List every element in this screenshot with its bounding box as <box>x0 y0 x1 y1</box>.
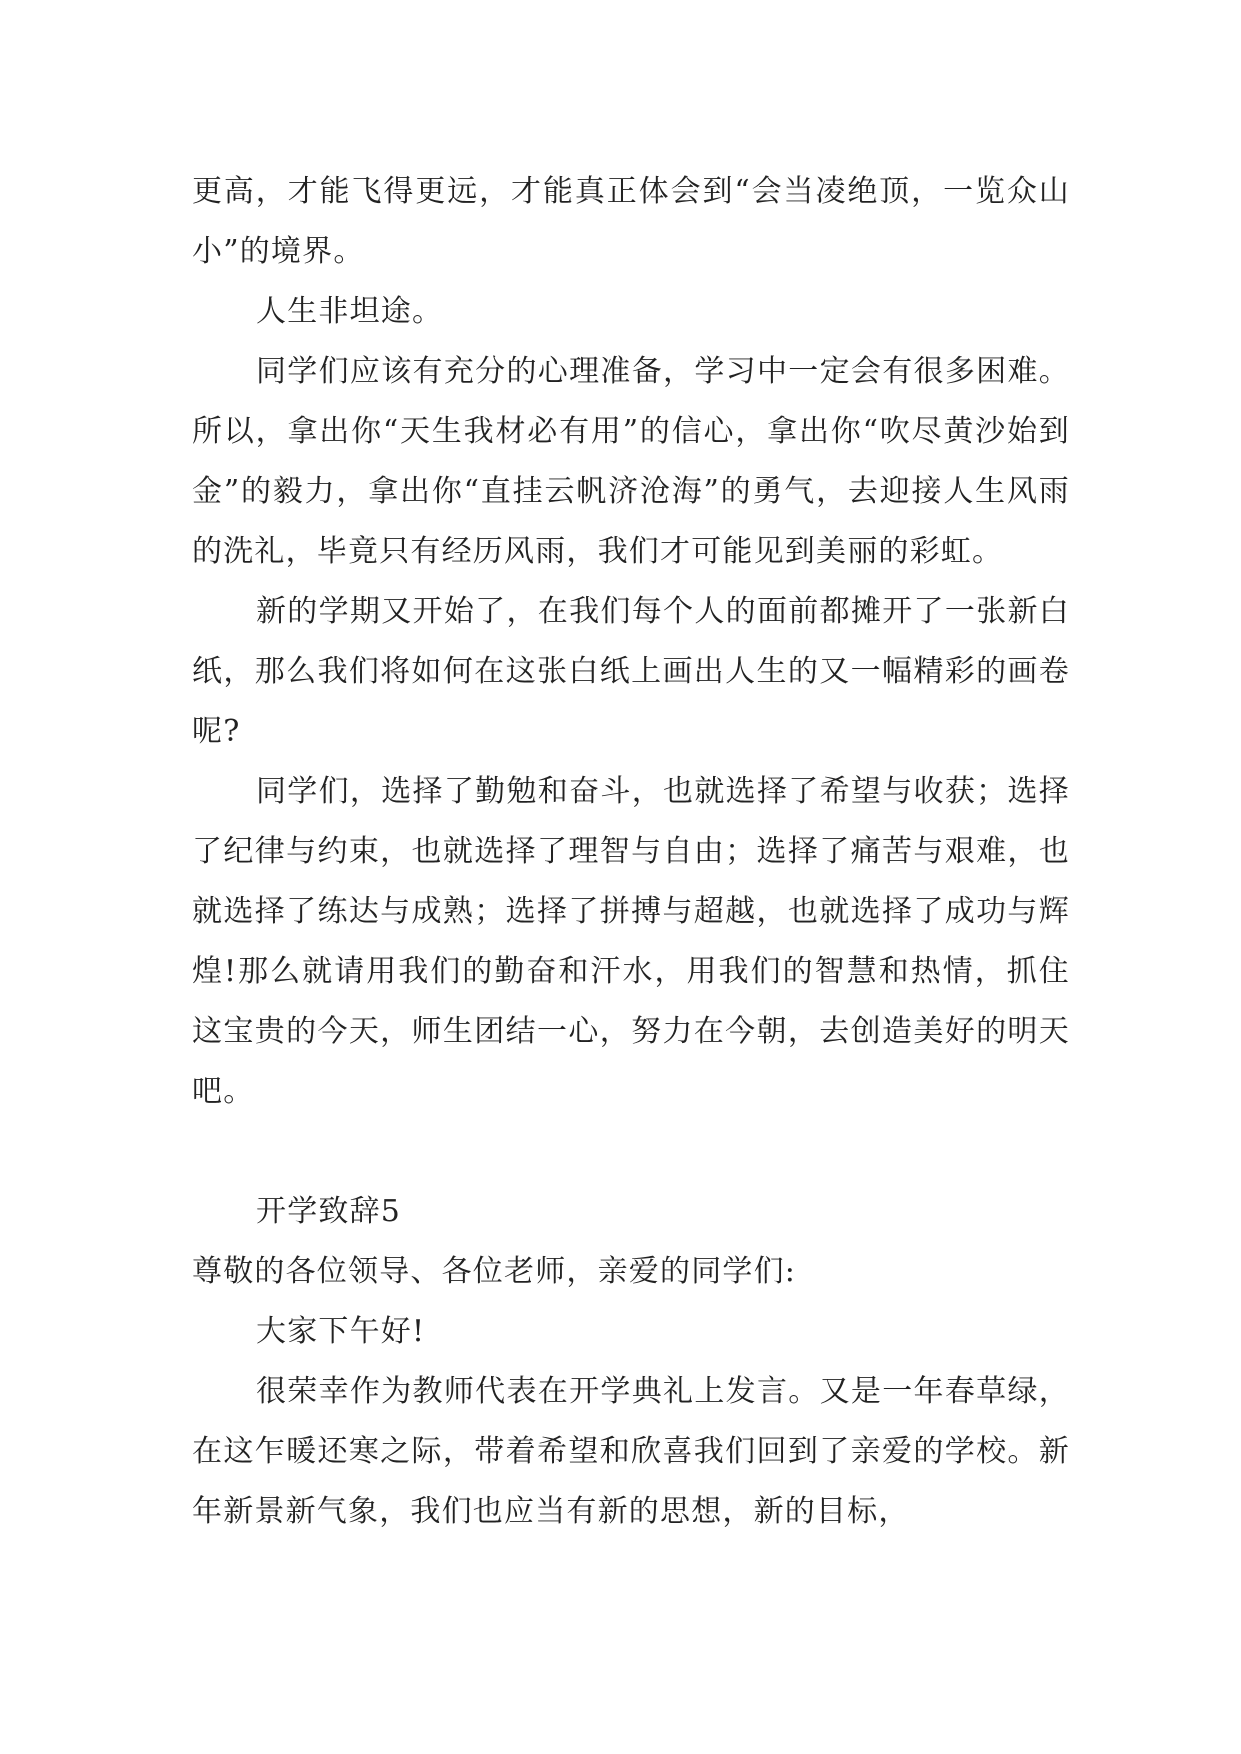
paragraph-honored-to-speak: 很荣幸作为教师代表在开学典礼上发言。又是一年春草绿，在这乍暖还寒之际，带着希望和欣喜我们回到了亲爱的学校。新年新景新气象，我们也应当有新的思想，新的目标， <box>192 1374 1070 1529</box>
paragraph-choices: 同学们，选择了勤勉和奋斗，也就选择了希望与收获；选择了纪律与约束，也就选择了理智与自由；选择了痛苦与艰难，也就选择了练达与成熟；选择了拼搏与超越，也就选择了成功与辉煌!那么就请用我们的勤奋和汗水，用我们的智慧和热情，抓住这宝贵的今天，师生团结一心，努力在今朝，去创造美好的明天吧。 <box>192 774 1070 1109</box>
paragraph-prepare-mentally: 同学们应该有充分的心理准备，学习中一定会有很多困难。所以，拿出你“天生我材必有用”的信心，拿出你“吹尽黄沙始到金”的毅力，拿出你“直挂云帆济沧海”的勇气，去迎接人生风雨的洗礼，毕竟只有经历风雨，我们才可能见到美丽的彩虹。 <box>192 354 1070 569</box>
document-body <box>192 162 1070 1542</box>
greeting: 大家下午好! <box>256 1314 426 1349</box>
section-heading: 开学致辞5 <box>256 1194 402 1229</box>
paragraph-continuation: 更高，才能飞得更远，才能真正体会到“会当凌绝顶，一览众山小”的境界。 <box>192 174 1070 269</box>
section-gap <box>192 1122 1070 1182</box>
salutation: 尊敬的各位领导、各位老师，亲爱的同学们: <box>192 1254 797 1289</box>
paragraph-new-semester: 新的学期又开始了，在我们每个人的面前都摊开了一张新白纸，那么我们将如何在这张白纸上画出人生的又一幅精彩的画卷呢? <box>192 594 1070 749</box>
paragraph-life-not-smooth: 人生非坦途。 <box>256 294 444 329</box>
